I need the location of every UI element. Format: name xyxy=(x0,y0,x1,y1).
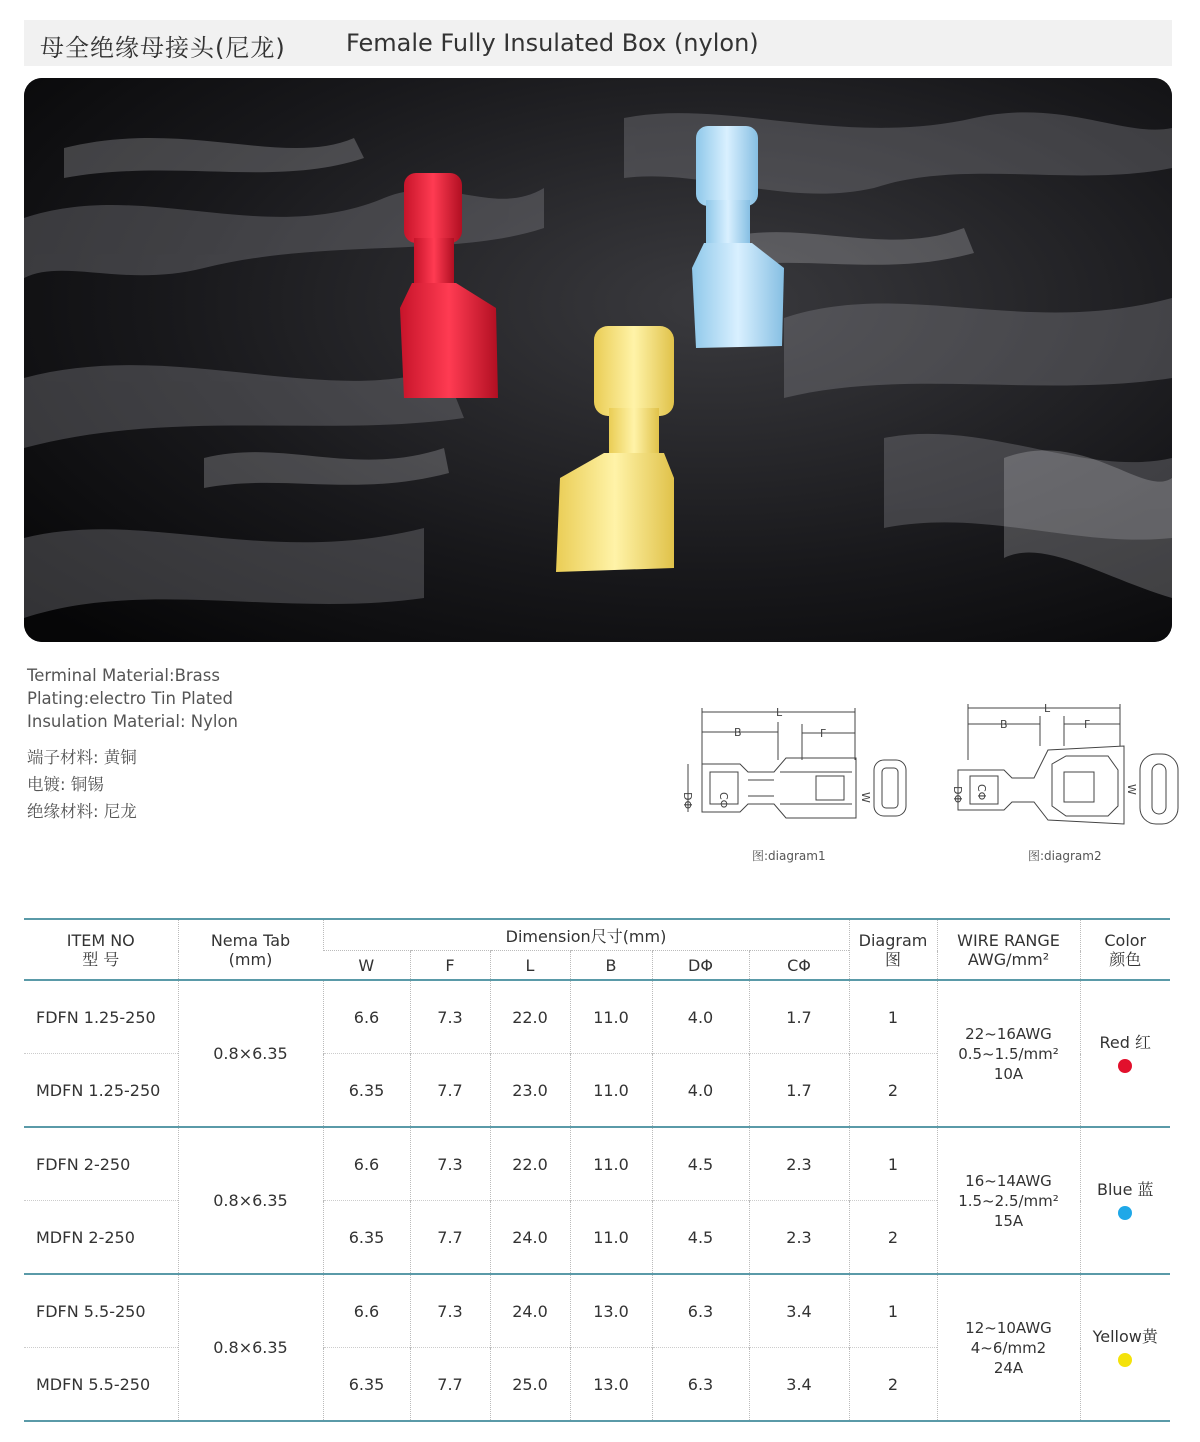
wire-range: 22~16AWG 0.5~1.5/mm² 10A xyxy=(937,980,1080,1127)
product-photo-illustration xyxy=(24,78,1172,642)
item-number: MDFN 1.25-250 xyxy=(24,1054,178,1128)
diagram-1-label-w: W xyxy=(859,792,872,803)
material-specs-chinese xyxy=(27,744,137,825)
header-wire-range: WIRE RANGE AWG/mm² xyxy=(937,919,1080,980)
item-number: FDFN 2-250 xyxy=(36,1154,131,1174)
nema-tab-value: 0.8×6.35 xyxy=(178,980,323,1127)
dim-b: 13.0 xyxy=(570,1274,652,1348)
dim-d: 4.5 xyxy=(652,1127,749,1201)
color-label: Blue 蓝 xyxy=(1097,1180,1154,1199)
dim-d: 6.3 xyxy=(652,1348,749,1422)
diagram-2-label-l: L xyxy=(1044,702,1051,715)
dim-d: 4.0 xyxy=(652,980,749,1054)
dim-c: 1.7 xyxy=(749,980,849,1054)
spec-insulation-material: Insulation Material: Nylon xyxy=(27,712,239,731)
nema-tab-value: 0.8×6.35 xyxy=(178,1274,323,1421)
dim-l: 25.0 xyxy=(490,1348,570,1422)
dim-f: 7.7 xyxy=(410,1348,490,1422)
diagram-number: 1 xyxy=(849,980,937,1054)
dim-c: 1.7 xyxy=(749,1054,849,1128)
item-number: FDFN 1.25-250 xyxy=(36,1007,156,1027)
color-cell xyxy=(1080,980,1170,1127)
dim-b: 11.0 xyxy=(570,1054,652,1128)
dim-l: 22.0 xyxy=(490,980,570,1054)
diagram-2-label-b: B xyxy=(1000,718,1008,731)
color-dot-red xyxy=(1118,1059,1132,1073)
dim-w: 6.6 xyxy=(323,1274,410,1348)
table-row xyxy=(24,1274,1170,1348)
header-dim-l: L xyxy=(490,951,570,981)
dim-f: 7.7 xyxy=(410,1054,490,1128)
dim-w: 6.35 xyxy=(323,1201,410,1275)
dim-b: 11.0 xyxy=(570,1127,652,1201)
header-dim-c: CΦ xyxy=(749,951,849,981)
dim-w: 6.6 xyxy=(323,1127,410,1201)
dim-f: 7.7 xyxy=(410,1201,490,1275)
diagram-number: 1 xyxy=(849,1274,937,1348)
header-diagram: Diagram 图 xyxy=(849,919,937,980)
header-dim-w: W xyxy=(323,951,410,981)
title-english: Female Fully Insulated Box (nylon) xyxy=(346,29,759,57)
diagram-1-label-f: F xyxy=(820,727,827,740)
dim-l: 24.0 xyxy=(490,1201,570,1275)
diagram-1-label-b: B xyxy=(734,726,742,739)
dim-b: 11.0 xyxy=(570,980,652,1054)
diagram-1-label-d: DΦ xyxy=(681,792,694,810)
wire-range: 12~10AWG 4~6/mm2 24A xyxy=(937,1274,1080,1421)
header-color: Color 颜色 xyxy=(1080,919,1170,980)
dim-d: 4.0 xyxy=(652,1054,749,1128)
color-label: Red 红 xyxy=(1099,1033,1151,1052)
item-number: MDFN 2-250 xyxy=(24,1201,178,1275)
color-label: Yellow黄 xyxy=(1092,1327,1158,1346)
dim-c: 3.4 xyxy=(749,1348,849,1422)
nema-tab-value: 0.8×6.35 xyxy=(178,1127,323,1274)
color-cell xyxy=(1080,1127,1170,1274)
material-specs-english xyxy=(27,664,238,733)
dim-f: 7.3 xyxy=(410,1127,490,1201)
color-dot-blue xyxy=(1118,1206,1132,1220)
diagram-1-label-c: CΦ xyxy=(717,792,730,809)
dim-w: 6.6 xyxy=(323,980,410,1054)
item-number: MDFN 5.5-250 xyxy=(24,1348,178,1422)
product-photo xyxy=(24,78,1172,642)
color-cell xyxy=(1080,1274,1170,1421)
spec-terminal-material: Terminal Material:Brass xyxy=(27,666,220,685)
header-dim-f: F xyxy=(410,951,490,981)
diagram-2-label-c: CΦ xyxy=(975,784,988,801)
dim-b: 13.0 xyxy=(570,1348,652,1422)
header-nema-tab: Nema Tab (mm) xyxy=(178,919,323,980)
diagram-2-label-w: W xyxy=(1125,784,1138,795)
spec-insulation-material-cn: 绝缘材料: 尼龙 xyxy=(27,802,137,821)
dim-l: 22.0 xyxy=(490,1127,570,1201)
spec-plating-cn: 电镀: 铜锡 xyxy=(27,775,104,794)
header-item-no: ITEM NO 型 号 xyxy=(24,919,178,980)
dim-w: 6.35 xyxy=(323,1054,410,1128)
dim-b: 11.0 xyxy=(570,1201,652,1275)
spec-terminal-material-cn: 端子材料: 黄铜 xyxy=(27,748,137,767)
diagram-1-caption: 图:diagram1 xyxy=(752,849,826,863)
diagram-2 xyxy=(948,700,1188,830)
diagram-number: 2 xyxy=(849,1348,937,1422)
dim-c: 2.3 xyxy=(749,1127,849,1201)
dim-d: 6.3 xyxy=(652,1274,749,1348)
dim-d: 4.5 xyxy=(652,1201,749,1275)
diagram-1 xyxy=(676,700,916,830)
dim-l: 23.0 xyxy=(490,1054,570,1128)
dim-f: 7.3 xyxy=(410,980,490,1054)
table-row xyxy=(24,980,1170,1054)
dim-l: 24.0 xyxy=(490,1274,570,1348)
diagram-number: 2 xyxy=(849,1201,937,1275)
title-bar xyxy=(24,20,1172,66)
diagram-number: 2 xyxy=(849,1054,937,1128)
header-dim-b: B xyxy=(570,951,652,981)
header-dimension: Dimension尺寸(mm) xyxy=(323,919,849,951)
dim-f: 7.3 xyxy=(410,1274,490,1348)
title-chinese: 母全绝缘母接头(尼龙) xyxy=(40,34,286,62)
item-number: FDFN 5.5-250 xyxy=(36,1301,146,1321)
diagram-number: 1 xyxy=(849,1127,937,1201)
table-row xyxy=(24,1127,1170,1201)
diagram-1-label-l: L xyxy=(776,706,783,719)
color-dot-yellow xyxy=(1118,1353,1132,1367)
dim-w: 6.35 xyxy=(323,1348,410,1422)
diagram-2-caption: 图:diagram2 xyxy=(1028,849,1102,863)
dim-c: 3.4 xyxy=(749,1274,849,1348)
diagram-2-label-f: F xyxy=(1084,718,1091,731)
wire-range: 16~14AWG 1.5~2.5/mm² 15A xyxy=(937,1127,1080,1274)
specification-table xyxy=(24,918,1170,1422)
diagram-2-label-d: DΦ xyxy=(951,786,964,804)
dim-c: 2.3 xyxy=(749,1201,849,1275)
header-dim-d: DΦ xyxy=(652,951,749,981)
spec-plating: Plating:electro Tin Plated xyxy=(27,689,233,708)
